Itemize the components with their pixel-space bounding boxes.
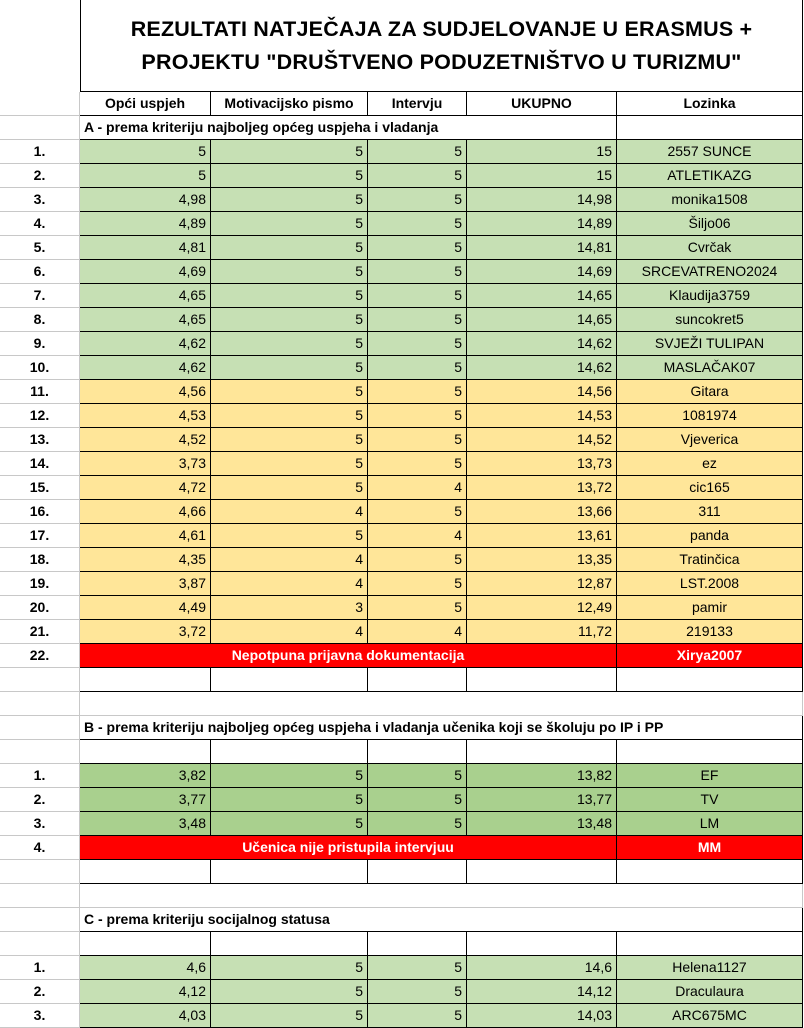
ukupno-cell: 14,03: [467, 1004, 617, 1028]
opci-uspjeh-cell: 3,48: [80, 812, 211, 836]
row-number: 20.: [0, 596, 80, 620]
opci-uspjeh-cell: 4,61: [80, 524, 211, 548]
lozinka-cell: TV: [617, 788, 803, 812]
motivacijsko-pismo-cell: 4: [211, 500, 368, 524]
row-number: 21.: [0, 620, 80, 644]
lozinka-cell: ATLETIKAZG: [617, 164, 803, 188]
row-number: 2.: [0, 980, 80, 1004]
motivacijsko-pismo-cell: 5: [211, 308, 368, 332]
lozinka-cell: EF: [617, 764, 803, 788]
empty-cell: [368, 740, 467, 764]
ukupno-cell: 14,65: [467, 284, 617, 308]
opci-uspjeh-cell: 4,03: [80, 1004, 211, 1028]
header-opci-uspjeh: Opći uspjeh: [80, 92, 211, 116]
opci-uspjeh-cell: 4,52: [80, 428, 211, 452]
empty-cell: [80, 692, 803, 716]
ukupno-cell: 14,65: [467, 308, 617, 332]
empty-cell: [368, 668, 467, 692]
lozinka-cell: MASLAČAK07: [617, 356, 803, 380]
intervju-cell: 5: [368, 788, 467, 812]
ukupno-cell: 14,12: [467, 980, 617, 1004]
row-number: 5.: [0, 236, 80, 260]
motivacijsko-pismo-cell: 4: [211, 620, 368, 644]
motivacijsko-pismo-cell: 5: [211, 764, 368, 788]
intervju-cell: 5: [368, 260, 467, 284]
row-number-empty: [0, 860, 80, 884]
row-number-empty: [0, 884, 80, 908]
motivacijsko-pismo-cell: 5: [211, 164, 368, 188]
row-number: 3.: [0, 812, 80, 836]
row-number: 6.: [0, 260, 80, 284]
motivacijsko-pismo-cell: 5: [211, 260, 368, 284]
intervju-cell: 5: [368, 452, 467, 476]
lozinka-cell: 2557 SUNCE: [617, 140, 803, 164]
row-number: 2.: [0, 788, 80, 812]
intervju-cell: 5: [368, 1004, 467, 1028]
empty-cell: [80, 740, 211, 764]
lozinka-cell: LM: [617, 812, 803, 836]
lozinka-cell: monika1508: [617, 188, 803, 212]
row-number-empty: [0, 716, 80, 740]
ukupno-cell: 14,56: [467, 380, 617, 404]
motivacijsko-pismo-cell: 5: [211, 1004, 368, 1028]
row-number: 4.: [0, 212, 80, 236]
row-number: 4.: [0, 836, 80, 860]
empty-cell: [467, 932, 617, 956]
ukupno-cell: 14,6: [467, 956, 617, 980]
lozinka-cell: ez: [617, 452, 803, 476]
ukupno-cell: 13,82: [467, 764, 617, 788]
ukupno-cell: 14,62: [467, 356, 617, 380]
intervju-cell: 4: [368, 620, 467, 644]
motivacijsko-pismo-cell: 5: [211, 356, 368, 380]
row-number: 22.: [0, 644, 80, 668]
header-lozinka: Lozinka: [617, 92, 803, 116]
ukupno-cell: 13,73: [467, 452, 617, 476]
motivacijsko-pismo-cell: 5: [211, 140, 368, 164]
opci-uspjeh-cell: 3,72: [80, 620, 211, 644]
lozinka-cell: Draculaura: [617, 980, 803, 1004]
lozinka-cell: panda: [617, 524, 803, 548]
lozinka-cell: Tratinčica: [617, 548, 803, 572]
header-intervju: Intervju: [368, 92, 467, 116]
status-note: Učenica nije pristupila intervjuu: [80, 836, 617, 860]
lozinka-cell: Xirya2007: [617, 644, 803, 668]
opci-uspjeh-cell: 4,12: [80, 980, 211, 1004]
row-number: 13.: [0, 428, 80, 452]
intervju-cell: 5: [368, 164, 467, 188]
empty-cell: [368, 932, 467, 956]
ukupno-cell: 14,98: [467, 188, 617, 212]
intervju-cell: 5: [368, 380, 467, 404]
ukupno-cell: 11,72: [467, 620, 617, 644]
motivacijsko-pismo-cell: 5: [211, 332, 368, 356]
section-heading: C - prema kriteriju socijalnog statusa: [80, 908, 803, 932]
lozinka-cell: Gitara: [617, 380, 803, 404]
opci-uspjeh-cell: 3,82: [80, 764, 211, 788]
ukupno-cell: 14,81: [467, 236, 617, 260]
section-heading: B - prema kriteriju najboljeg općeg uspjeha i vladanja učenika koji se školuju po IP i PP: [80, 716, 803, 740]
header-motivacijsko-pismo: Motivacijsko pismo: [211, 92, 368, 116]
ukupno-cell: 14,69: [467, 260, 617, 284]
row-number-empty: [0, 92, 80, 116]
opci-uspjeh-cell: 4,65: [80, 308, 211, 332]
intervju-cell: 5: [368, 284, 467, 308]
lozinka-cell: SRCEVATRENO2024: [617, 260, 803, 284]
lozinka-cell: ARC675MC: [617, 1004, 803, 1028]
row-number: 18.: [0, 548, 80, 572]
opci-uspjeh-cell: 4,62: [80, 332, 211, 356]
intervju-cell: 4: [368, 476, 467, 500]
empty-cell: [617, 932, 803, 956]
motivacijsko-pismo-cell: 5: [211, 452, 368, 476]
motivacijsko-pismo-cell: 4: [211, 572, 368, 596]
opci-uspjeh-cell: 5: [80, 164, 211, 188]
intervju-cell: 5: [368, 404, 467, 428]
lozinka-cell: suncokret5: [617, 308, 803, 332]
ukupno-cell: 13,35: [467, 548, 617, 572]
page-title: [80, 0, 803, 92]
row-number: 12.: [0, 404, 80, 428]
intervju-cell: 5: [368, 140, 467, 164]
ukupno-cell: 15: [467, 140, 617, 164]
motivacijsko-pismo-cell: 5: [211, 428, 368, 452]
lozinka-cell: Klaudija3759: [617, 284, 803, 308]
opci-uspjeh-cell: 4,98: [80, 188, 211, 212]
intervju-cell: 5: [368, 188, 467, 212]
row-number-empty: [0, 668, 80, 692]
motivacijsko-pismo-cell: 5: [211, 404, 368, 428]
row-number: 1.: [0, 140, 80, 164]
lozinka-cell: cic165: [617, 476, 803, 500]
row-number-empty: [0, 740, 80, 764]
ukupno-cell: 14,53: [467, 404, 617, 428]
lozinka-cell: Cvrčak: [617, 236, 803, 260]
opci-uspjeh-cell: 4,6: [80, 956, 211, 980]
row-number: 3.: [0, 188, 80, 212]
intervju-cell: 5: [368, 428, 467, 452]
ukupno-cell: 12,49: [467, 596, 617, 620]
row-number: 7.: [0, 284, 80, 308]
intervju-cell: 5: [368, 812, 467, 836]
empty-cell: [211, 932, 368, 956]
ukupno-cell: 14,89: [467, 212, 617, 236]
lozinka-cell: 1081974: [617, 404, 803, 428]
motivacijsko-pismo-cell: 5: [211, 812, 368, 836]
ukupno-cell: 13,61: [467, 524, 617, 548]
motivacijsko-pismo-cell: 5: [211, 380, 368, 404]
lozinka-cell: Šiljo06: [617, 212, 803, 236]
section-heading: A - prema kriteriju najboljeg općeg uspjeha i vladanja: [80, 116, 617, 140]
opci-uspjeh-cell: 3,77: [80, 788, 211, 812]
row-number: 9.: [0, 332, 80, 356]
opci-uspjeh-cell: 4,89: [80, 212, 211, 236]
title-line-1: REZULTATI NATJEČAJA ZA SUDJELOVANJE U ERASMUS +: [130, 16, 753, 41]
lozinka-cell: MM: [617, 836, 803, 860]
motivacijsko-pismo-cell: 5: [211, 476, 368, 500]
motivacijsko-pismo-cell: 3: [211, 596, 368, 620]
motivacijsko-pismo-cell: 5: [211, 284, 368, 308]
empty-cell: [80, 668, 211, 692]
opci-uspjeh-cell: 4,81: [80, 236, 211, 260]
opci-uspjeh-cell: 4,72: [80, 476, 211, 500]
row-number: 1.: [0, 764, 80, 788]
row-number: 2.: [0, 164, 80, 188]
intervju-cell: 5: [368, 236, 467, 260]
motivacijsko-pismo-cell: 5: [211, 212, 368, 236]
intervju-cell: 5: [368, 548, 467, 572]
row-number: 19.: [0, 572, 80, 596]
opci-uspjeh-cell: 4,35: [80, 548, 211, 572]
ukupno-cell: 15: [467, 164, 617, 188]
header-ukupno: UKUPNO: [467, 92, 617, 116]
motivacijsko-pismo-cell: 5: [211, 788, 368, 812]
opci-uspjeh-cell: 4,66: [80, 500, 211, 524]
opci-uspjeh-cell: 4,69: [80, 260, 211, 284]
opci-uspjeh-cell: 4,56: [80, 380, 211, 404]
empty-cell: [617, 116, 803, 140]
intervju-cell: 5: [368, 356, 467, 380]
ukupno-cell: 13,48: [467, 812, 617, 836]
opci-uspjeh-cell: 4,62: [80, 356, 211, 380]
lozinka-cell: 311: [617, 500, 803, 524]
intervju-cell: 5: [368, 980, 467, 1004]
empty-cell: [467, 860, 617, 884]
empty-cell: [467, 668, 617, 692]
motivacijsko-pismo-cell: 5: [211, 188, 368, 212]
intervju-cell: 4: [368, 524, 467, 548]
row-number-empty: [0, 932, 80, 956]
empty-cell: [617, 668, 803, 692]
ukupno-cell: 14,62: [467, 332, 617, 356]
lozinka-cell: LST.2008: [617, 572, 803, 596]
lozinka-cell: Vjeverica: [617, 428, 803, 452]
row-number: 16.: [0, 500, 80, 524]
row-number: 11.: [0, 380, 80, 404]
empty-cell: [211, 860, 368, 884]
intervju-cell: 5: [368, 572, 467, 596]
empty-cell: [80, 860, 211, 884]
row-number: 14.: [0, 452, 80, 476]
row-number: 17.: [0, 524, 80, 548]
row-number-empty: [0, 908, 80, 932]
lozinka-cell: SVJEŽI TULIPAN: [617, 332, 803, 356]
row-number-empty: [0, 692, 80, 716]
empty-cell: [617, 860, 803, 884]
row-number: 3.: [0, 1004, 80, 1028]
empty-cell: [368, 860, 467, 884]
ukupno-cell: 13,66: [467, 500, 617, 524]
title-line-2: PROJEKTU "DRUŠTVENO PODUZETNIŠTVO U TURIZMU": [141, 49, 742, 74]
ukupno-cell: 13,72: [467, 476, 617, 500]
opci-uspjeh-cell: 4,53: [80, 404, 211, 428]
intervju-cell: 5: [368, 596, 467, 620]
row-number: 15.: [0, 476, 80, 500]
opci-uspjeh-cell: 5: [80, 140, 211, 164]
row-number: 10.: [0, 356, 80, 380]
intervju-cell: 5: [368, 956, 467, 980]
intervju-cell: 5: [368, 212, 467, 236]
empty-cell: [211, 740, 368, 764]
opci-uspjeh-cell: 3,73: [80, 452, 211, 476]
ukupno-cell: 13,77: [467, 788, 617, 812]
row-number: 1.: [0, 956, 80, 980]
opci-uspjeh-cell: 4,65: [80, 284, 211, 308]
lozinka-cell: pamir: [617, 596, 803, 620]
row-number: 8.: [0, 308, 80, 332]
intervju-cell: 5: [368, 308, 467, 332]
motivacijsko-pismo-cell: 4: [211, 548, 368, 572]
empty-cell: [467, 740, 617, 764]
row-number-empty: [0, 116, 80, 140]
empty-cell: [80, 932, 211, 956]
status-note: Nepotpuna prijavna dokumentacija: [80, 644, 617, 668]
empty-cell: [80, 884, 803, 908]
lozinka-cell: 219133: [617, 620, 803, 644]
opci-uspjeh-cell: 4,49: [80, 596, 211, 620]
motivacijsko-pismo-cell: 5: [211, 524, 368, 548]
intervju-cell: 5: [368, 500, 467, 524]
lozinka-cell: Helena1127: [617, 956, 803, 980]
opci-uspjeh-cell: 3,87: [80, 572, 211, 596]
empty-cell: [617, 740, 803, 764]
ukupno-cell: 14,52: [467, 428, 617, 452]
motivacijsko-pismo-cell: 5: [211, 236, 368, 260]
empty-cell: [211, 668, 368, 692]
motivacijsko-pismo-cell: 5: [211, 956, 368, 980]
motivacijsko-pismo-cell: 5: [211, 980, 368, 1004]
intervju-cell: 5: [368, 764, 467, 788]
intervju-cell: 5: [368, 332, 467, 356]
ukupno-cell: 12,87: [467, 572, 617, 596]
